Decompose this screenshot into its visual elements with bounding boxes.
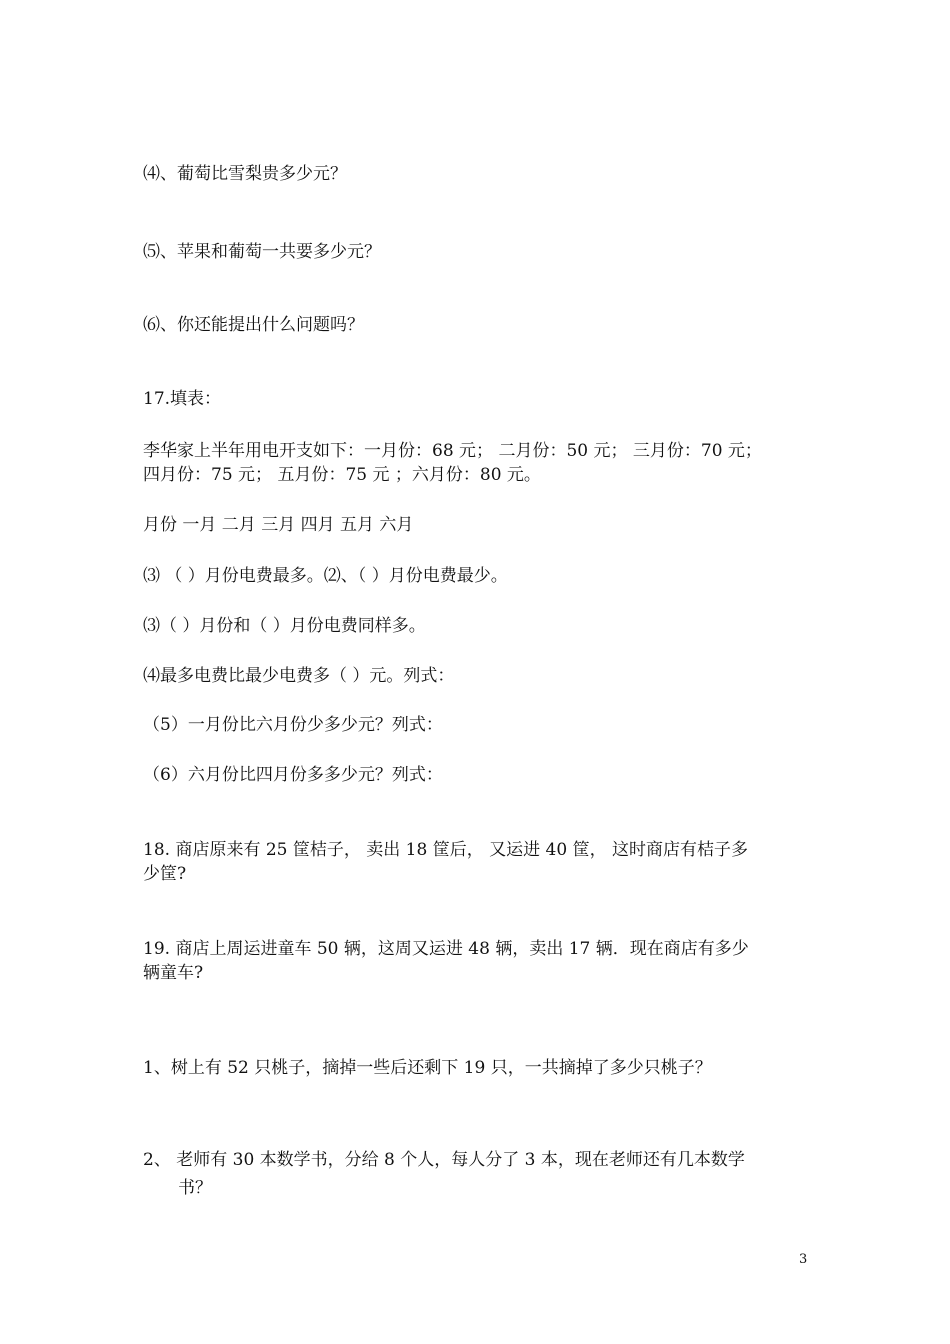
problem-17-part-4: ⑷最多电费比最少电费多（ ）元。列式：: [143, 666, 455, 686]
problem-17-text-line-1: 李华家上半年用电开支如下：一月份：68 元； 二月份：50 元； 三月份：70 元；: [143, 441, 762, 461]
problem-19-line-2: 辆童车?: [143, 963, 204, 983]
problem-19-line-1: 19. 商店上周运进童车 50 辆，这周又运进 48 辆，卖出 17 辆．现在商店有多少: [143, 939, 749, 959]
question-5-apples-and-grapes: ⑸、苹果和葡萄一共要多少元？: [143, 242, 381, 262]
problem-18-line-2: 少筐?: [143, 864, 187, 884]
problem-18-line-1: 18. 商店原来有 25 筐桔子， 卖出 18 筐后， 又运进 40 筐， 这时商店有桔子多: [143, 840, 748, 860]
page-number: 3: [799, 1252, 808, 1267]
problem-17-month-row: 月份 一月 二月 三月 四月 五月 六月: [143, 515, 414, 535]
problem-17-heading: 17.填表：: [143, 389, 222, 409]
word-problem-2-line-1: 2、 老师有 30 本数学书，分给 8 个人，每人分了 3 本，现在老师还有几本数学: [143, 1150, 745, 1170]
problem-17-part-3: ⑶（ ）月份和（ ）月份电费同样多。: [143, 616, 426, 636]
problem-17-part-1-2: ⑶ （ ）月份电费最多。⑵、（ ）月份电费最少。: [143, 566, 508, 586]
word-problem-2-line-2: 书？: [178, 1178, 212, 1198]
problem-17-part-6: （6）六月份比四月份多多少元？列式：: [143, 765, 443, 785]
problem-17-part-5: （5）一月份比六月份少多少元？列式：: [143, 715, 443, 735]
problem-17-text-line-2: 四月份：75 元； 五月份：75 元 ；六月份：80 元。: [143, 465, 541, 485]
question-4-grapes-vs-pears: ⑷、葡萄比雪梨贵多少元？: [143, 164, 347, 184]
question-6-other-questions: ⑹、你还能提出什么问题吗？: [143, 315, 364, 335]
word-problem-1: 1、树上有 52 只桃子，摘掉一些后还剩下 19 只，一共摘掉了多少只桃子？: [143, 1058, 712, 1078]
